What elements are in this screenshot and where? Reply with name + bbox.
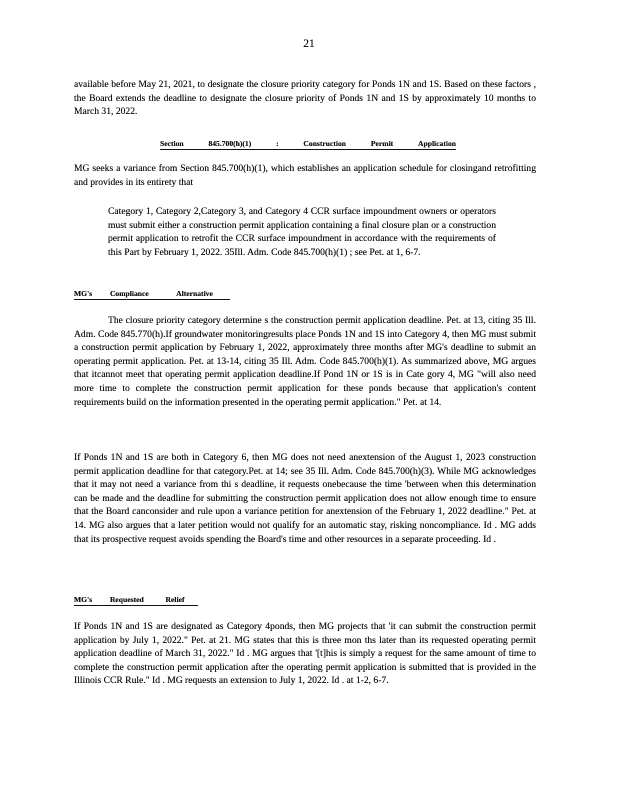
section-intro-text: MG seeks a variance from Section 845.700(h)(1), which establishes an application schedule for closingand retrofitting and provides in its entirety that: [74, 163, 536, 188]
category6-paragraph: [74, 451, 536, 546]
section-heading-part: Permit: [370, 139, 394, 148]
relief-paragraph: [74, 620, 536, 688]
section-intro: [74, 162, 536, 189]
block-quote-text: Category 1, Category 2,Category 3, and Category 4 CCR surface impoundment owners or operators must submit either a construction permit application containing a final closure plan or a construction permit application to retrofit the CCR surface impoundment in accordance with the requirements of this Part by February 1, 2022. 35Ill. Adm. Code 845.700(h)(1) ; see Pet. at 1, 6-7.: [108, 206, 496, 258]
category6-paragraph-text: If Ponds 1N and 1S are both in Category 6, then MG does not need anextension of the August 1, 2023 construction permit application deadline for that category.Pet. at 14; see 35 Ill. Adm. Code 845.700(h)(3). While MG acknowledges that it may not need a variance from thi s deadline, it requests onebecause the time 'between when this determination can be made and the deadline for submitting the construction permit application does not allow enough time to ensure that the Board canconsider and rule upon a variance petition for anextension of the February 1, 2022 deadline." Pet. at 14. MG also argues that a later petition would not qualify for an automatic stay, risking noncompliance. Id . MG adds that its prospective request avoids spending the Board's time and other resources in a separate proceeding. Id .: [74, 452, 536, 545]
block-quote: [108, 205, 496, 259]
compliance-paragraph: [74, 314, 536, 409]
compliance-heading: [74, 288, 230, 300]
intro-paragraph-text: available before May 21, 2021, to designate the closure priority category for Ponds 1N and 1S. Based on these factors , the Board extends the deadline to designate the closure priority of Ponds 1N and 1S by approximately 10 months to March 31, 2022.: [74, 79, 536, 118]
relief-heading-part: MG's: [74, 595, 93, 604]
section-heading: [160, 138, 456, 150]
section-heading-part: 845.700(h)(1): [208, 139, 252, 148]
section-heading-part: Application: [418, 139, 456, 148]
relief-heading-part: Relief: [165, 595, 185, 604]
compliance-heading-part: Compliance: [109, 289, 149, 298]
page-number: 21: [303, 38, 315, 50]
relief-paragraph-text: If Ponds 1N and 1S are designated as Category 4ponds, then MG projects that 'it can submit the construction permit application by July 1, 2022." Pet. at 21. MG states that this is three mon ths later than its requested operating permit application deadline of March 31, 2022." Id . MG argues that '[t]his is simply a request for the same amount of time to complete the construction permit application after the operating permit application is submitted that is provided in the Illinois CCR Rule." Id . MG requests an extension to July 1, 2022. Id . at 1-2, 6-7.: [74, 621, 536, 687]
section-heading-part: Construction: [303, 139, 347, 148]
compliance-heading-part: MG's: [74, 289, 93, 298]
compliance-paragraph-text: The closure priority category determine s the construction permit application deadline. Pet. at 13, citing 35 Ill. Adm. Code 845.770(h).If groundwater monitoringresults place Ponds 1N and 1S into Category 4, then MG must submit a construction permit application by February 1, 2022, approximately three months after MG's deadline to submit an operating permit application. Pet. at 13-14, citing 35 Ill. Adm. Code 845.700(h)(1). As summarized above, MG argues that itcannot meet that operating permit application deadline.If Pond 1N or 1S is in Cate gory 4, MG "will also need more time to complete the construction permit application for these ponds because that application's content requirements build on the information presented in the operating permit application." Pet. at 14.: [74, 315, 536, 408]
relief-heading: [74, 594, 198, 606]
intro-paragraph: [74, 78, 536, 119]
section-heading-part: Section: [160, 139, 184, 148]
relief-heading-part: Requested: [109, 595, 144, 604]
section-heading-part: :: [276, 139, 279, 148]
compliance-heading-part: Alternative: [176, 289, 213, 298]
